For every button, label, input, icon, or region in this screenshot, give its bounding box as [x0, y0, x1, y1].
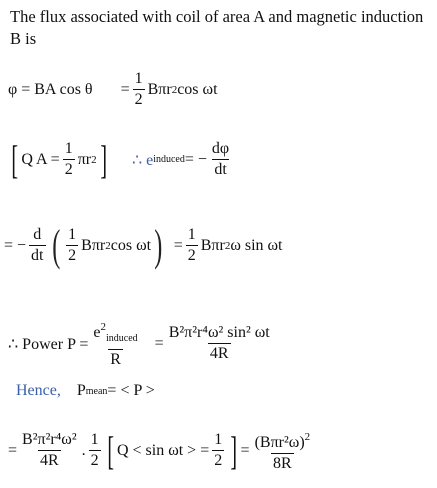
final-result-fraction — [253, 428, 313, 473]
fraction-numerator: 1 — [68, 226, 77, 243]
power-fraction — [91, 318, 139, 369]
derivative-body: Bπr — [81, 236, 106, 254]
fraction-denominator: 2 — [187, 247, 196, 264]
power-label: ∴ Power P = — [8, 335, 89, 353]
fraction-denominator: 2 — [68, 247, 77, 264]
therefore-e: ∴ e — [131, 151, 154, 169]
fraction-denominator: dt — [214, 161, 227, 178]
area-pir: πr — [77, 150, 92, 168]
fraction-denominator: 8R — [273, 455, 292, 472]
final-half-fraction — [89, 431, 101, 470]
fraction-numerator: B²π²r⁴ω² — [22, 431, 77, 448]
fraction-denominator: R — [110, 351, 121, 368]
p-symbol: P — [76, 382, 86, 399]
area-q: Q A = — [21, 150, 60, 168]
dphi-dt-fraction — [210, 140, 231, 179]
flux-rhs-b: cos ωt — [177, 80, 218, 98]
flux-rhs-exponent: 2 — [171, 83, 178, 96]
fraction-numerator — [91, 318, 139, 349]
fraction-numerator: dφ — [211, 140, 230, 157]
flux-lhs: φ = BA cos θ — [8, 80, 93, 98]
e-symbol: e — [93, 324, 101, 341]
intro-text: The flux associated with coil of area A and magnetic induction B is — [10, 7, 424, 48]
flux-half-fraction — [133, 70, 145, 109]
fraction-denominator: 2 — [214, 452, 223, 469]
e-subscript: induced — [106, 333, 138, 344]
final-fraction — [20, 431, 79, 470]
result-tail: ω sin ωt — [230, 236, 283, 254]
flux-rhs-a: Bπr — [147, 80, 172, 98]
d-dt-fraction — [29, 226, 45, 265]
mean-rest: = < P > — [107, 382, 155, 399]
derivative-cos: cos ωt — [110, 236, 152, 254]
hence-label: Hence, — [16, 382, 61, 399]
area-half-fraction — [63, 140, 75, 179]
derivative-equals: = — [173, 236, 183, 254]
fraction-numerator: 1 — [90, 431, 99, 448]
fraction-denominator: dt — [31, 247, 44, 264]
derivative-start: = − — [4, 236, 27, 254]
equation-area — [8, 136, 234, 182]
left-bracket: [ — [11, 136, 18, 182]
right-bracket: ] — [230, 427, 238, 473]
mean-subscript: mean — [85, 385, 108, 397]
power-result-fraction — [167, 324, 272, 363]
right-bracket: ] — [99, 136, 107, 182]
result-body: Bπr — [200, 236, 225, 254]
fraction-denominator: 4R — [209, 345, 229, 362]
equation-power — [8, 318, 275, 369]
fraction-numerator: 1 — [187, 226, 196, 243]
q-half-fraction — [212, 431, 224, 470]
fraction-numerator — [253, 428, 313, 453]
equation-flux — [8, 70, 218, 109]
result-exponent: 2 — [224, 239, 231, 252]
final-equals: = — [240, 441, 250, 459]
fraction-numerator: 1 — [64, 140, 73, 157]
equation-final — [8, 428, 315, 473]
fraction-denominator: 4R — [39, 452, 59, 469]
fraction-denominator: 2 — [64, 161, 73, 178]
half-fraction — [66, 226, 78, 265]
power-equals: = — [154, 334, 164, 352]
area-exponent: 2 — [91, 153, 97, 166]
right-paren: ) — [154, 220, 163, 270]
fraction-numerator: 1 — [134, 70, 143, 87]
derivative-exponent: 2 — [105, 239, 111, 252]
fraction-numerator: B²π²r⁴ω² sin² ωt — [168, 324, 270, 341]
fraction-denominator: 2 — [90, 452, 99, 469]
fraction-numerator: d — [33, 226, 42, 243]
flux-equals: = — [120, 80, 130, 98]
induced-subscript: induced — [153, 154, 185, 165]
result-half-fraction — [186, 226, 198, 265]
final-start: = — [8, 441, 18, 459]
left-paren: ( — [51, 220, 60, 270]
result-paren-group: (Bπr²ω) — [254, 434, 305, 451]
result-exponent: 2 — [304, 431, 311, 443]
fraction-numerator: 1 — [214, 431, 223, 448]
equation-mean — [16, 382, 155, 400]
equals-minus: = − — [184, 150, 207, 168]
final-q: Q < sin ωt > = — [116, 441, 210, 459]
fraction-denominator: 2 — [134, 91, 143, 108]
left-bracket: [ — [106, 427, 114, 473]
e-exponent: 2 — [100, 321, 106, 333]
final-dot: . — [81, 441, 86, 459]
equation-derivative — [4, 220, 283, 270]
